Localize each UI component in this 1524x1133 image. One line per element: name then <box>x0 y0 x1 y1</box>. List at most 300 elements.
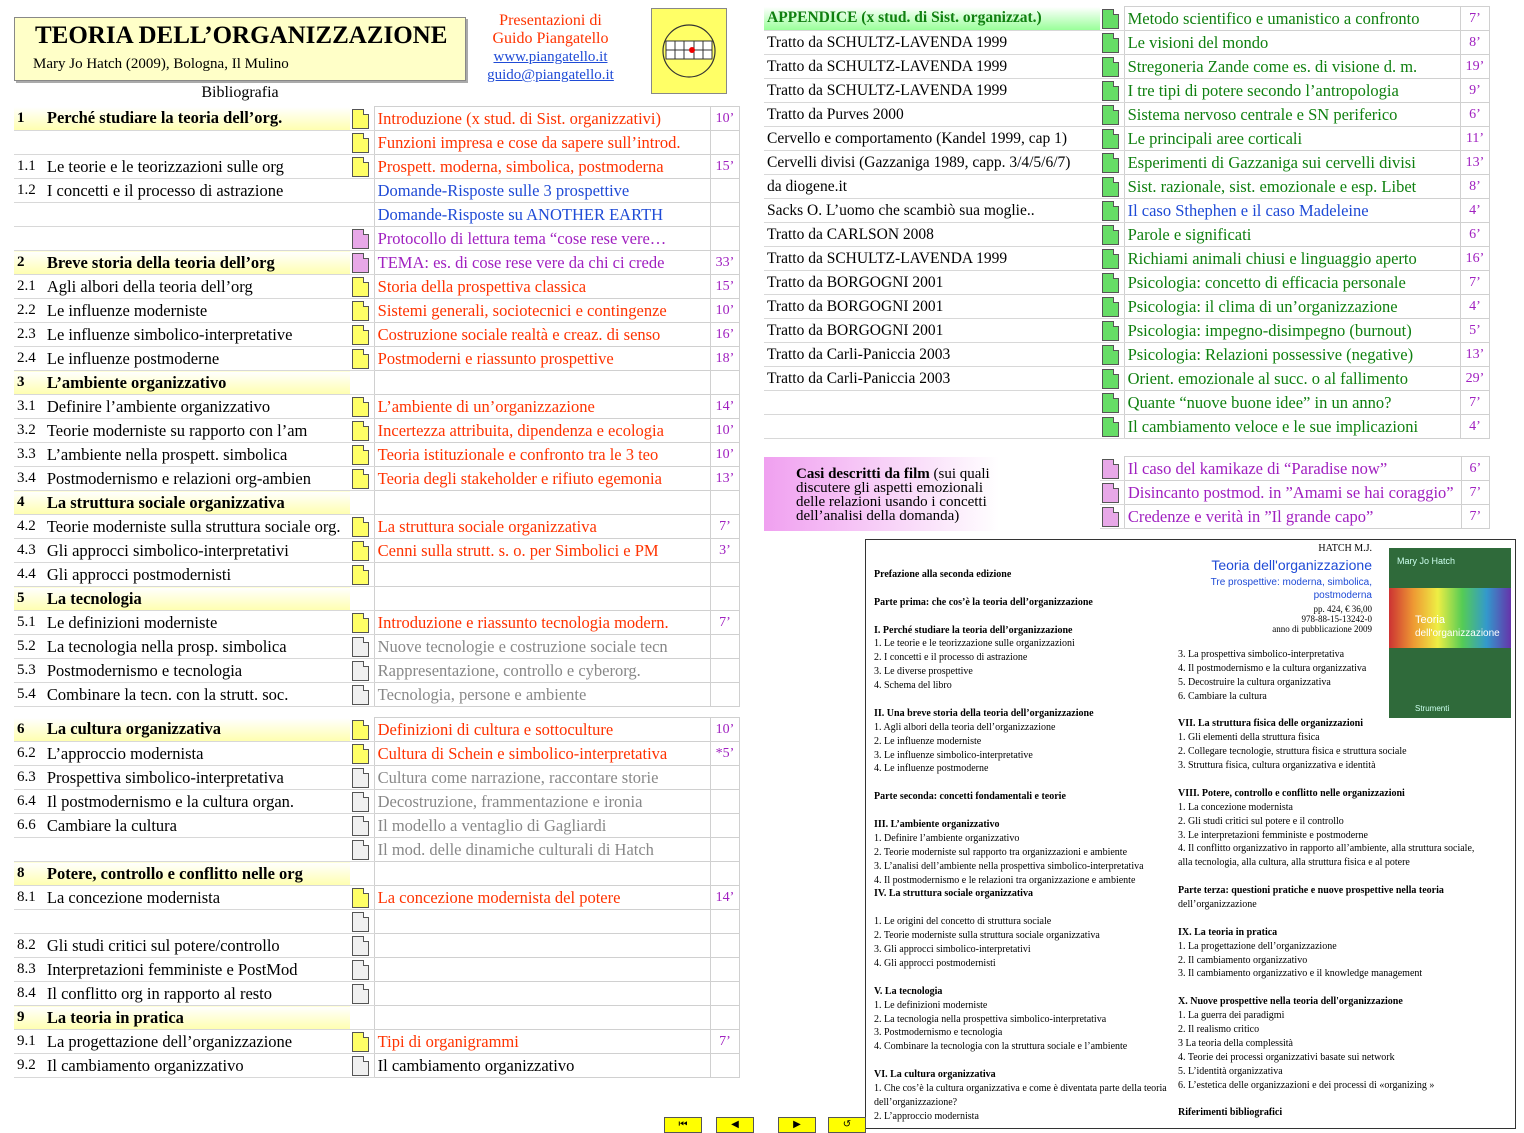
section-title: Potere, controllo e conflitto nelle org <box>44 862 350 886</box>
document-icon[interactable] <box>352 637 369 657</box>
duration: 14’ <box>711 886 740 910</box>
index-line <box>874 901 1167 915</box>
presentation-link[interactable]: Prospett. moderna, simbolica, postmoderna <box>374 155 710 179</box>
section-number: 8 <box>14 862 44 886</box>
film-title: Casi descritti da film <box>796 466 930 482</box>
appendix-row <box>764 223 1490 247</box>
outline-row <box>14 814 740 838</box>
website-link[interactable]: www.piangatello.it <box>493 49 608 65</box>
duration: 33’ <box>711 251 740 275</box>
outline-row <box>14 1006 740 1030</box>
duration: 16’ <box>711 323 740 347</box>
appendix-presentation-link[interactable]: Sist. razionale, sist. emozionale e esp. Libet <box>1124 175 1460 199</box>
source-reference: Sacks O. L’uomo che scambiò sua moglie.. <box>764 199 1100 223</box>
source-reference: Cervelli divisi (Gazzaniga 1989, capp. 3/4/5/6/7) <box>764 151 1100 175</box>
index-line: 4. Gli approcci postmodernisti <box>874 957 996 969</box>
appendix-row <box>764 391 1490 415</box>
appendix-row <box>764 127 1490 151</box>
bibliography-label: Bibliografia <box>201 84 279 101</box>
section-number: 2.1 <box>14 275 44 299</box>
index-line: 1. Le teorie e le teorizzazione sulle organizzazioni <box>874 638 1075 650</box>
duration <box>711 371 740 395</box>
appendix-presentation-link[interactable]: Psicologia: il clima di un’organizzazione <box>1124 295 1460 319</box>
section-title: Il conflitto org in rapporto al resto <box>44 982 350 1006</box>
outline-row <box>14 515 740 539</box>
document-icon[interactable] <box>352 469 369 489</box>
index-line: 3. L’analisi dell’ambiente nella prospettiva simbolico-interpretativa <box>874 860 1144 872</box>
outline-row <box>14 275 740 299</box>
book-title: Teoria dell'organizzazione <box>1211 557 1372 573</box>
section-title <box>44 131 350 155</box>
index-line: 6. Cambiare la cultura <box>1178 690 1267 702</box>
source-reference: Tratto da BORGOGNI 2001 <box>764 271 1100 295</box>
duration: 7’ <box>1461 481 1489 505</box>
document-icon[interactable] <box>1102 297 1119 317</box>
appendix-presentation-link[interactable]: Le principali aree corticali <box>1124 127 1460 151</box>
index-line <box>874 804 1167 818</box>
document-icon[interactable] <box>352 613 369 633</box>
outline-row <box>14 563 740 587</box>
index-line: 2. Le influenze moderniste <box>874 735 982 747</box>
appendix-presentation-link[interactable]: Psicologia: concetto di efficacia personale <box>1124 271 1460 295</box>
duration <box>711 227 740 251</box>
document-icon[interactable] <box>1102 345 1119 365</box>
presentation-link[interactable]: Decostruzione, frammentazione e ironia <box>374 790 710 814</box>
index-line: 3. La prospettiva simbolico-interpretativa <box>1178 649 1345 660</box>
duration: 8’ <box>1461 175 1490 199</box>
source-reference: Tratto da Purves 2000 <box>764 103 1100 127</box>
duration <box>711 838 740 862</box>
section-number <box>14 838 44 862</box>
document-icon[interactable] <box>352 277 369 297</box>
source-reference: Tratto da SCHULTZ-LAVENDA 1999 <box>764 79 1100 103</box>
index-line: 4. Teorie dei processi organizzativi basate sui network <box>1178 1051 1395 1063</box>
outline-row <box>14 395 740 419</box>
course-outline-table <box>14 106 740 1078</box>
outline-row <box>14 635 740 659</box>
presentation-link[interactable]: Storia della prospettiva classica <box>374 275 710 299</box>
outline-row <box>14 299 740 323</box>
book-reference: Mary Jo Hatch (2009), Bologna, Il Mulino <box>33 56 289 72</box>
source-reference <box>764 391 1100 415</box>
index-line <box>1178 981 1474 995</box>
section-title: Cambiare la cultura <box>44 814 350 838</box>
document-icon[interactable] <box>352 517 369 537</box>
section-title: Le influenze simbolico-interpretative <box>44 323 350 347</box>
outline-row <box>14 742 740 766</box>
document-icon[interactable] <box>352 229 369 249</box>
document-icon[interactable] <box>352 325 369 345</box>
document-icon[interactable] <box>352 541 369 561</box>
outline-row <box>14 323 740 347</box>
duration: 8’ <box>1461 31 1490 55</box>
film-cases-table <box>1100 456 1490 529</box>
outline-row <box>14 419 740 443</box>
document-icon[interactable] <box>352 445 369 465</box>
presentation-link[interactable]: TEMA: es. di cose rese vere da chi ci crede <box>374 251 710 275</box>
first-slide-button[interactable]: ⏮ <box>664 1117 702 1133</box>
document-icon[interactable] <box>1102 9 1119 29</box>
outline-row <box>14 958 740 982</box>
document-icon[interactable] <box>1102 57 1119 77</box>
film-row <box>1100 481 1490 505</box>
document-icon[interactable] <box>352 888 369 908</box>
outline-row <box>14 587 740 611</box>
document-icon[interactable] <box>352 936 369 956</box>
presentation-link[interactable]: Sistemi generali, sociotecnici e contingenze <box>374 299 710 323</box>
document-icon[interactable] <box>352 1056 369 1076</box>
appendix-row <box>764 343 1490 367</box>
duration: 4’ <box>1461 199 1490 223</box>
document-icon[interactable] <box>352 720 369 740</box>
duration: 13’ <box>711 467 740 491</box>
book-cover: Mary Jo Hatch Teoria dell'organizzazione Strumenti <box>1389 548 1511 718</box>
document-icon[interactable] <box>352 301 369 321</box>
index-line: 1. Definire l’ambiente organizzativo <box>874 832 1020 844</box>
section-title: La tecnologia nella prosp. simbolica <box>44 635 350 659</box>
source-reference: Tratto da SCHULTZ-LAVENDA 1999 <box>764 31 1100 55</box>
index-line <box>874 693 1167 707</box>
duration: 10’ <box>711 299 740 323</box>
outline-row <box>14 155 740 179</box>
section-title: Il postmodernismo e la cultura organ. <box>44 790 350 814</box>
index-line: 3. Postmodernismo e tecnologia <box>874 1027 1003 1039</box>
outline-row <box>14 790 740 814</box>
source-reference: Tratto da CARLSON 2008 <box>764 223 1100 247</box>
film-presentation-link[interactable]: Il caso del kamikaze di “Paradise now” <box>1124 457 1461 481</box>
presentation-link <box>374 371 710 395</box>
logo-icon <box>651 8 727 94</box>
document-icon[interactable] <box>1102 417 1119 437</box>
index-line: IV. La struttura sociale organizzativa <box>874 888 1033 900</box>
presentation-link[interactable]: La struttura sociale organizzativa <box>374 515 710 539</box>
outline-row <box>14 179 740 203</box>
appendix-presentation-link[interactable]: Esperimenti di Gazzaniga sui cervelli divisi <box>1124 151 1460 175</box>
presentation-link[interactable]: Tecnologia, persone e ambiente <box>374 683 710 707</box>
section-number: 2 <box>14 251 44 275</box>
appendix-row <box>764 319 1490 343</box>
presentation-link[interactable]: Domande-Risposte sulle 3 prospettive <box>374 179 710 203</box>
outline-row <box>14 611 740 635</box>
duration: 15’ <box>711 155 740 179</box>
film-presentation-link[interactable]: Disincanto postmod. in ”Amami se hai coraggio” <box>1124 481 1461 505</box>
outline-row <box>14 443 740 467</box>
index-line: X. Nuove prospettive nella teoria dell'organizzazione <box>1178 996 1403 1008</box>
document-icon[interactable] <box>352 1032 369 1052</box>
index-line: 3. Il cambiamento organizzativo e il knowledge management <box>1178 968 1423 980</box>
document-icon[interactable] <box>352 421 369 441</box>
section-number: 3.1 <box>14 395 44 419</box>
appendix-row <box>764 151 1490 175</box>
index-line <box>1178 870 1474 884</box>
duration: 7’ <box>1461 391 1490 415</box>
section-title: Perché studiare la teoria dell’org. <box>44 107 350 131</box>
document-icon[interactable] <box>352 984 369 1004</box>
document-icon[interactable] <box>352 349 369 369</box>
section-number: 3.3 <box>14 443 44 467</box>
duration: 13’ <box>1461 343 1490 367</box>
duration <box>711 910 740 934</box>
document-icon[interactable] <box>352 661 369 681</box>
outline-row <box>14 491 740 515</box>
presentation-link <box>374 1006 710 1030</box>
document-icon[interactable] <box>1102 507 1119 527</box>
duration <box>711 766 740 790</box>
presentation-link[interactable]: Nuove tecnologie e costruzione sociale tecn <box>374 635 710 659</box>
document-icon[interactable] <box>1102 483 1119 503</box>
presentation-link[interactable]: Introduzione (x stud. di Sist. organizzativi) <box>374 107 710 131</box>
index-line: III. L’ambiente organizzativo <box>874 819 1000 831</box>
section-title <box>44 227 350 251</box>
appendix-row <box>764 103 1490 127</box>
outline-row <box>14 838 740 862</box>
appendix-row <box>764 7 1490 31</box>
duration <box>711 179 740 203</box>
duration: 6’ <box>1461 223 1490 247</box>
section-title <box>44 838 350 862</box>
appendix-presentation-link[interactable]: Le visioni del mondo <box>1124 31 1460 55</box>
document-icon[interactable] <box>352 109 369 129</box>
return-button[interactable]: ↺ <box>828 1117 866 1133</box>
presentation-link[interactable]: Il mod. delle dinamiche culturali di Hatch <box>374 838 710 862</box>
presentation-link[interactable]: Tipi di organigrammi <box>374 1030 710 1054</box>
appendix-presentation-link[interactable]: Metodo scientifico e umanistico a confronto <box>1124 7 1460 31</box>
duration: 3’ <box>711 539 740 563</box>
document-icon[interactable] <box>1102 273 1119 293</box>
index-line: VI. La cultura organizzativa <box>874 1069 996 1081</box>
section-title: La struttura sociale organizzativa <box>44 491 350 515</box>
document-icon[interactable] <box>352 960 369 980</box>
section-number <box>14 131 44 155</box>
previous-slide-button[interactable]: ◀ <box>716 1117 754 1133</box>
presentation-link[interactable]: Il modello a ventaglio di Gagliardi <box>374 814 710 838</box>
appendix-presentation-link[interactable]: Orient. emozionale al succ. o al fallimento <box>1124 367 1460 391</box>
source-reference: Tratto da Carli-Paniccia 2003 <box>764 367 1100 391</box>
index-line: dell’organizzazione? <box>874 1096 958 1108</box>
appendix-row <box>764 31 1490 55</box>
outline-row <box>14 467 740 491</box>
presentation-link[interactable]: L’ambiente di un’organizzazione <box>374 395 710 419</box>
section-number: 1.1 <box>14 155 44 179</box>
section-title: La cultura organizzativa <box>44 718 350 742</box>
appendix-presentation-link[interactable]: Sistema nervoso centrale e SN periferico <box>1124 103 1460 127</box>
presentations-credit: Presentazioni di Guido Piangatello www.piangatello.it guido@piangatello.it <box>468 12 633 84</box>
source-reference: APPENDICE (x stud. di Sist. organizzat.) <box>764 7 1100 31</box>
next-slide-button[interactable]: ▶ <box>778 1117 816 1133</box>
index-line: V. La tecnologia <box>874 985 943 997</box>
section-title: Agli albori della teoria dell’org <box>44 275 350 299</box>
duration <box>711 958 740 982</box>
presentation-link[interactable]: Teoria istituzionale e confronto tra le 3 teo <box>374 443 710 467</box>
appendix-presentation-link[interactable]: I tre tipi di potere secondo l’antropologia <box>1124 79 1460 103</box>
appendix-row <box>764 295 1490 319</box>
presentation-link[interactable]: La concezione modernista del potere <box>374 886 710 910</box>
duration: 6’ <box>1461 457 1489 481</box>
presentation-link[interactable]: Cultura di Schein e simbolico-interpretativa <box>374 742 710 766</box>
outline-row <box>14 131 740 155</box>
section-number: 2.2 <box>14 299 44 323</box>
document-icon[interactable] <box>352 792 369 812</box>
section-title: Combinare la tecn. con la strutt. soc. <box>44 683 350 707</box>
document-icon[interactable] <box>352 768 369 788</box>
index-line: 4. Combinare la tecnologia con la struttura sociale e l’ambiente <box>874 1041 1128 1053</box>
outline-row <box>14 766 740 790</box>
document-icon[interactable] <box>1102 249 1119 269</box>
document-icon[interactable] <box>352 912 369 932</box>
section-number: 5.2 <box>14 635 44 659</box>
presentation-link[interactable]: Protocollo di lettura tema “cose rese vere… <box>374 227 710 251</box>
section-number: 2.4 <box>14 347 44 371</box>
index-line: Parte prima: che cos’è la teoria dell’organizzazione <box>874 596 1093 608</box>
duration: 4’ <box>1461 295 1490 319</box>
document-icon[interactable] <box>352 565 369 585</box>
duration <box>711 659 740 683</box>
duration <box>711 862 740 886</box>
presentation-link[interactable]: Costruzione sociale realtà e creaz. di senso <box>374 323 710 347</box>
presentation-link[interactable]: Incertezza attribuita, dipendenza e ecologia <box>374 419 710 443</box>
document-icon[interactable] <box>1102 321 1119 341</box>
section-title: L’approccio modernista <box>44 742 350 766</box>
section-number: 5.3 <box>14 659 44 683</box>
appendix-presentation-link[interactable]: Psicologia: impegno-disimpegno (burnout) <box>1124 319 1460 343</box>
duration: 7’ <box>711 1030 740 1054</box>
section-number <box>14 227 44 251</box>
duration <box>711 982 740 1006</box>
duration: 7’ <box>711 515 740 539</box>
section-number: 5 <box>14 587 44 611</box>
index-line: Riferimenti bibliografici <box>1178 1107 1283 1119</box>
appendix-presentation-link[interactable]: Psicologia: Relazioni possessive (negative) <box>1124 343 1460 367</box>
section-title: La tecnologia <box>44 587 350 611</box>
appendix-presentation-link[interactable]: Il cambiamento veloce e le sue implicazioni <box>1124 415 1460 439</box>
index-line <box>874 971 1167 985</box>
email-link[interactable]: guido@piangatello.it <box>487 67 614 83</box>
document-icon[interactable] <box>1102 33 1119 53</box>
duration: 10’ <box>711 443 740 467</box>
section-number: 1.2 <box>14 179 44 203</box>
index-line: 3. Gli approcci simbolico-interpretativi <box>874 944 1031 956</box>
film-presentation-link[interactable]: Credenze e verità in ”Il grande capo” <box>1124 505 1461 529</box>
duration: 10’ <box>711 419 740 443</box>
section-number: 8.3 <box>14 958 44 982</box>
presentation-link[interactable]: Introduzione e riassunto tecnologia modern. <box>374 611 710 635</box>
document-icon[interactable] <box>352 157 369 177</box>
document-icon[interactable] <box>352 253 369 273</box>
index-line: 4. Il postmodernismo e la cultura organizzativa <box>1178 662 1367 674</box>
book-author: HATCH M.J. <box>1318 543 1372 554</box>
section-number: 8.2 <box>14 934 44 958</box>
section-title: Gli approcci simbolico-interpretativi <box>44 539 350 563</box>
section-title: Teorie moderniste su rapporto con l’am <box>44 419 350 443</box>
duration <box>711 790 740 814</box>
index-line: 2. Il cambiamento organizzativo <box>1178 954 1308 966</box>
duration: 9’ <box>1461 79 1490 103</box>
section-number: 5.4 <box>14 683 44 707</box>
document-icon[interactable] <box>1102 177 1119 197</box>
presentation-link[interactable]: Postmoderni e riassunto prospettive <box>374 347 710 371</box>
index-line: VIII. Potere, controllo e conflitto nelle organizzazioni <box>1178 787 1405 799</box>
presentation-link[interactable]: Cultura come narrazione, raccontare storie <box>374 766 710 790</box>
document-icon[interactable] <box>1102 225 1119 245</box>
index-line: IX. La teoria in pratica <box>1178 926 1278 938</box>
index-line: 1. Le origini del concetto di struttura sociale <box>874 916 1052 928</box>
duration <box>711 587 740 611</box>
index-line: 2. I concetti e il processo di astrazione <box>874 652 1028 664</box>
presentation-link <box>374 491 710 515</box>
outline-row <box>14 862 740 886</box>
section-title: Il cambiamento organizzativo <box>44 1054 350 1078</box>
presentation-link[interactable]: Domande-Risposte su ANOTHER EARTH <box>374 203 710 227</box>
index-line <box>1178 1093 1474 1107</box>
outline-row <box>14 934 740 958</box>
document-icon[interactable] <box>1102 153 1119 173</box>
section-number: 3 <box>14 371 44 395</box>
appendix-presentation-link[interactable]: Richiami animali chiusi e linguaggio aperto <box>1124 247 1460 271</box>
index-line: 3. Struttura fisica, cultura organizzativa e identità <box>1178 760 1376 772</box>
document-icon[interactable] <box>1102 105 1119 125</box>
index-line: 2. L’approccio modernista <box>874 1110 979 1122</box>
appendix-presentation-link[interactable]: Stregoneria Zande come es. di visione d. m. <box>1124 55 1460 79</box>
outline-row <box>14 107 740 131</box>
document-icon[interactable] <box>352 744 369 764</box>
appendix-row <box>764 415 1490 439</box>
page-title: TEORIA DELL’ORGANIZZAZIONE <box>35 22 448 49</box>
index-line: dell’organizzazione <box>1178 899 1257 911</box>
index-line: VII. La struttura fisica delle organizzazioni <box>1178 718 1363 730</box>
index-line <box>874 582 1167 596</box>
document-icon[interactable] <box>352 840 369 860</box>
section-title: La progettazione dell’organizzazione <box>44 1030 350 1054</box>
outline-row <box>14 347 740 371</box>
document-icon[interactable] <box>1102 369 1119 389</box>
index-line: 5. Decostruire la cultura organizzativa <box>1178 676 1331 688</box>
presentation-link[interactable]: Cenni sulla strutt. s. o. per Simbolici e PM <box>374 539 710 563</box>
document-icon[interactable] <box>352 133 369 153</box>
document-icon[interactable] <box>1102 393 1119 413</box>
document-icon[interactable] <box>1102 459 1119 479</box>
section-number: 9 <box>14 1006 44 1030</box>
appendix-presentation-link[interactable]: Quante “nuove buone idee” in un anno? <box>1124 391 1460 415</box>
document-icon[interactable] <box>352 685 369 705</box>
section-title: La teoria in pratica <box>44 1006 350 1030</box>
index-line: 1. Che cos’è la cultura organizzativa e come è diventata parte della teoria <box>874 1082 1167 1094</box>
source-reference: da diogene.it <box>764 175 1100 199</box>
document-icon[interactable] <box>1102 129 1119 149</box>
section-title: I concetti e il processo di astrazione <box>44 179 350 203</box>
document-icon[interactable] <box>352 397 369 417</box>
presentation-link <box>374 910 710 934</box>
section-number: 3.2 <box>14 419 44 443</box>
presentation-link[interactable]: Funzioni impresa e cose da sapere sull’introd. <box>374 131 710 155</box>
index-line: Parte terza: questioni pratiche e nuove prospettive nella teoria <box>1178 885 1444 897</box>
document-icon[interactable] <box>1102 81 1119 101</box>
presentation-link <box>374 982 710 1006</box>
presentation-link[interactable]: Rappresentazione, controllo e cyberorg. <box>374 659 710 683</box>
document-icon[interactable] <box>1102 201 1119 221</box>
duration: 19’ <box>1461 55 1490 79</box>
duration: 29’ <box>1461 367 1490 391</box>
appendix-presentation-link[interactable]: Il caso Sthephen e il caso Madeleine <box>1124 199 1460 223</box>
document-icon[interactable] <box>352 816 369 836</box>
appendix-presentation-link[interactable]: Parole e significati <box>1124 223 1460 247</box>
presentation-link[interactable]: Il cambiamento organizzativo <box>374 1054 710 1078</box>
presentation-link[interactable]: Teoria degli stakeholder e rifiuto egemonia <box>374 467 710 491</box>
presentation-link[interactable]: Definizioni di cultura e sottoculture <box>374 718 710 742</box>
section-title: Interpretazioni femministe e PostMod <box>44 958 350 982</box>
source-reference: Tratto da SCHULTZ-LAVENDA 1999 <box>764 247 1100 271</box>
duration: 4’ <box>1461 415 1490 439</box>
duration: 10’ <box>711 107 740 131</box>
